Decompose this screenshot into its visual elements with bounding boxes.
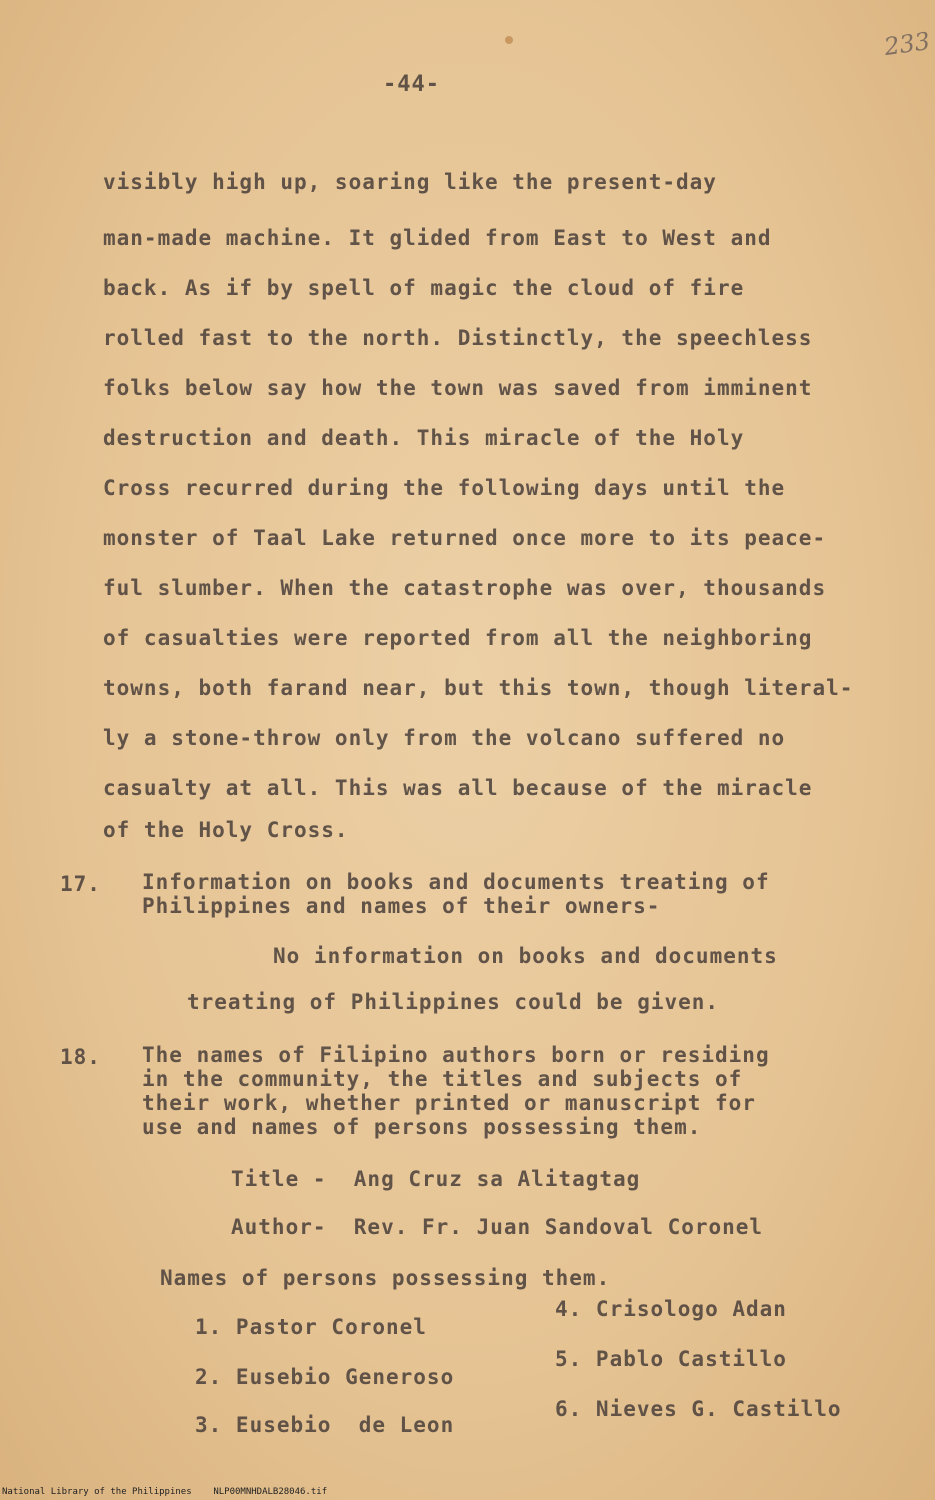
person-list-item: 5. Pablo Castillo <box>555 1347 787 1371</box>
person-list-item: 1. Pastor Coronel <box>195 1315 427 1339</box>
person-list-item: 6. Nieves G. Castillo <box>555 1397 842 1421</box>
body-line: man-made machine. It glided from East to West and <box>103 226 772 250</box>
page-number: -44- <box>383 72 440 97</box>
body-line: of casualties were reported from all the neighboring <box>103 626 813 650</box>
item-answer: No information on books and documents <box>273 944 778 968</box>
item-heading: The names of Filipino authors born or residing in the community, the titles and subjects of their work, whether printed or manuscript for use and names of persons possessing them. <box>142 1043 770 1139</box>
body-line: of the Holy Cross. <box>103 818 349 842</box>
body-line: rolled fast to the north. Distinctly, the speechless <box>103 326 813 350</box>
body-line: ful slumber. When the catastrophe was over, thousands <box>103 576 827 600</box>
archive-stamp-number: 233 <box>882 26 932 62</box>
work-title: Title - Ang Cruz sa Alitagtag <box>231 1167 641 1191</box>
persons-heading: Names of persons possessing them. <box>160 1266 611 1290</box>
paper-stain <box>505 36 513 44</box>
body-line: monster of Taal Lake returned once more to its peace- <box>103 526 827 550</box>
item-answer: treating of Philippines could be given. <box>187 990 720 1014</box>
archive-footer: National Library of the Philippines NLP00MNHDALB28046.tif <box>2 1487 328 1497</box>
body-line: visibly high up, soaring like the present-day <box>103 170 717 194</box>
body-line: towns, both farand near, but this town, though literal- <box>103 676 854 700</box>
body-line: ly a stone-throw only from the volcano suffered no <box>103 726 786 750</box>
work-author: Author- Rev. Fr. Juan Sandoval Coronel <box>231 1215 764 1239</box>
item-heading: Information on books and documents treating of Philippines and names of their owners- <box>142 870 770 918</box>
body-line: casualty at all. This was all because of the miracle <box>103 776 813 800</box>
person-list-item: 4. Crisologo Adan <box>555 1297 787 1321</box>
person-list-item: 2. Eusebio Generoso <box>195 1365 455 1389</box>
person-list-item: 3. Eusebio de Leon <box>195 1413 455 1437</box>
body-line: folks below say how the town was saved from imminent <box>103 376 813 400</box>
body-line: back. As if by spell of magic the cloud of fire <box>103 276 745 300</box>
item-number: 17. <box>60 872 101 896</box>
item-number: 18. <box>60 1045 101 1069</box>
body-line: Cross recurred during the following days until the <box>103 476 786 500</box>
body-line: destruction and death. This miracle of the Holy <box>103 426 745 450</box>
